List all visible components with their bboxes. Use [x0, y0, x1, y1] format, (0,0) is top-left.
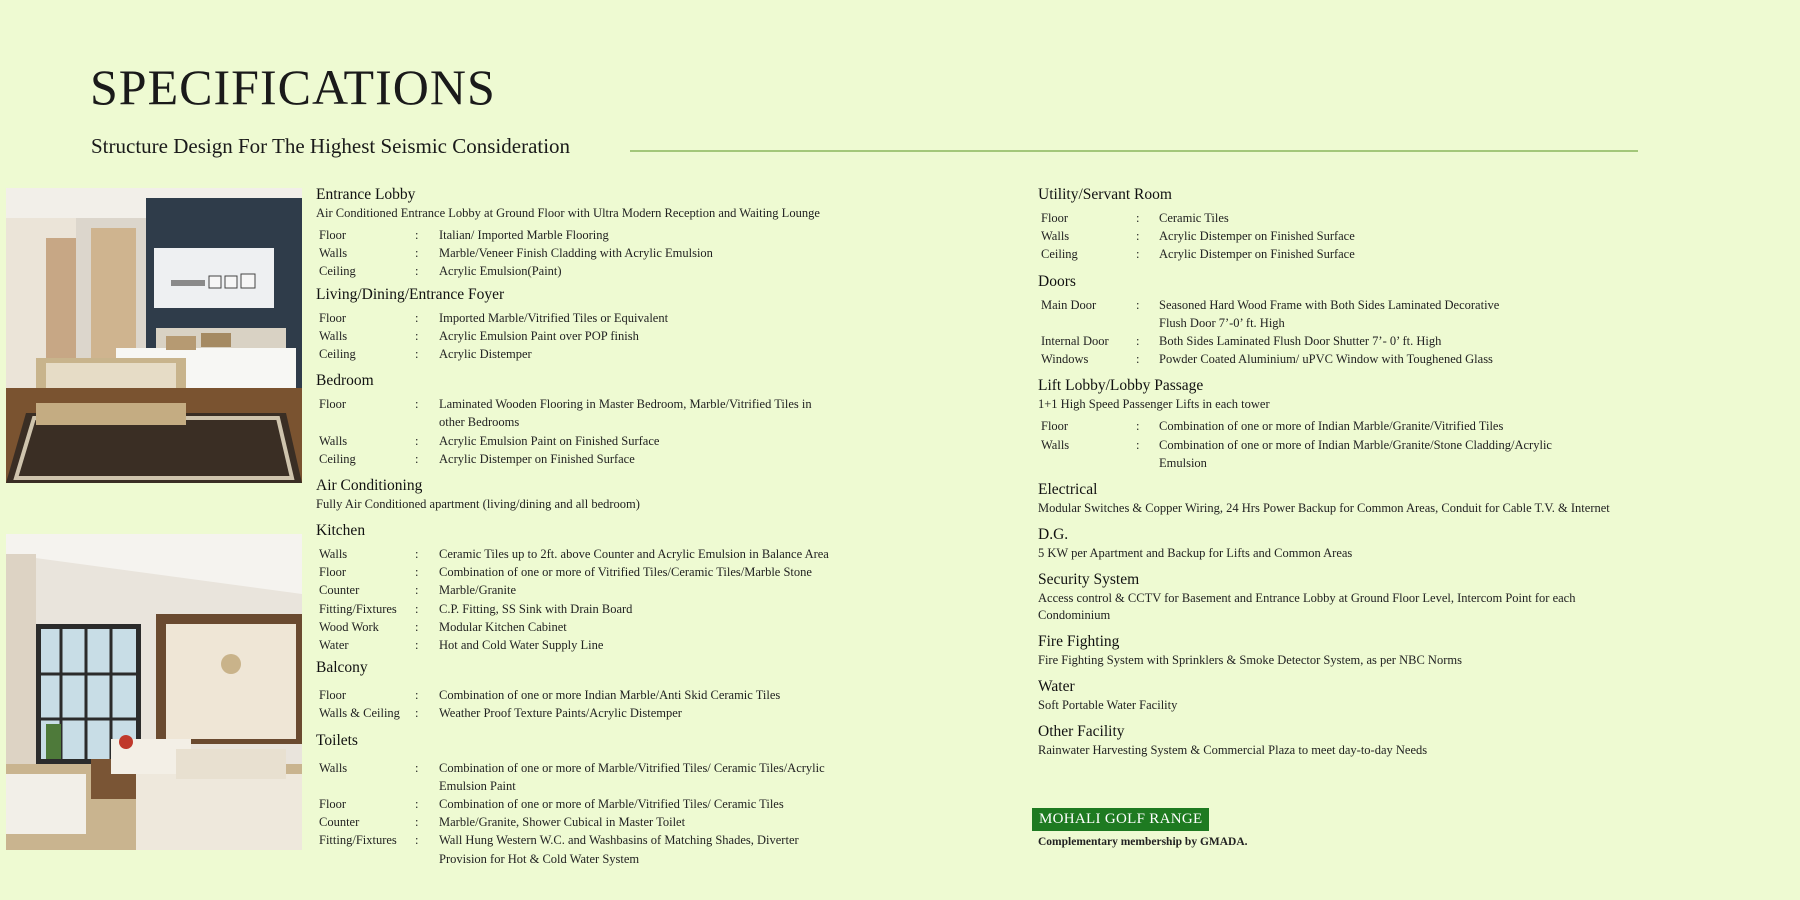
spec-row [316, 327, 876, 345]
spec-label: Ceiling [319, 451, 356, 466]
spec-value: Acrylic Distemper on Finished Surface [1159, 247, 1355, 262]
section-title: Lift Lobby/Lobby Passage [1038, 377, 1204, 395]
section-lift-lobby [1038, 376, 1678, 472]
spec-label: Windows [1041, 352, 1089, 367]
spec-row [316, 226, 876, 244]
section-entrance-lobby [316, 185, 876, 281]
section-dg [1038, 525, 1678, 562]
spec-row [316, 636, 876, 654]
left-spec-column [316, 185, 876, 868]
colon: : [1136, 297, 1140, 312]
spec-value: Ceramic Tiles [1159, 211, 1229, 225]
spec-value: Acrylic Emulsion(Paint) [439, 264, 562, 279]
colon: : [1136, 419, 1140, 434]
colon: : [415, 601, 419, 616]
spec-row [316, 309, 876, 327]
spec-value-line: Combination of one or more of Marble/Vitrified Tiles/ Ceramic Tiles/Acrylic [439, 760, 825, 775]
section-title: Security System [1038, 571, 1140, 589]
section-electrical [1038, 480, 1678, 517]
colon: : [1136, 229, 1140, 244]
spec-label: Floor [1041, 419, 1069, 434]
spec-value-line: Emulsion [1159, 455, 1207, 470]
colon: : [415, 583, 419, 598]
spec-row [316, 600, 876, 618]
section-title: Doors [1038, 272, 1076, 290]
section-desc-line2: Condominium [1038, 608, 1111, 623]
spec-value: Acrylic Distemper on Finished Surface [1159, 229, 1355, 244]
colon: : [1136, 352, 1140, 367]
colon: : [415, 565, 419, 580]
spec-label: Fitting/Fixtures [319, 833, 397, 848]
colon: : [415, 833, 419, 848]
spec-label: Counter [319, 583, 360, 598]
colon: : [415, 228, 419, 242]
spec-value: C.P. Fitting, SS Sink with Drain Board [439, 601, 633, 616]
section-utility [1038, 185, 1678, 264]
spec-label: Floor [319, 688, 347, 703]
spec-value-line: Flush Door 7’-0’ ft. High [1159, 315, 1285, 330]
spec-value: Hot and Cold Water Supply Line [439, 638, 604, 653]
spec-value: Marble/Granite [439, 583, 517, 598]
spec-value-line: other Bedrooms [439, 415, 520, 430]
divider-line [630, 150, 1638, 152]
spec-label: Floor [1041, 211, 1069, 225]
section-title: Bedroom [316, 372, 374, 390]
section-desc: Access control & CCTV for Basement and Entrance Lobby at Ground Floor Level, Intercom Point for each [1038, 591, 1576, 606]
colon: : [415, 638, 419, 653]
spec-value-line: Laminated Wooden Flooring in Master Bedroom, Marble/Vitrified Tiles in [439, 397, 812, 412]
spec-value [439, 831, 876, 867]
spec-label: Fitting/Fixtures [319, 601, 397, 616]
spec-row [1038, 417, 1678, 435]
spec-label: Main Door [1041, 297, 1097, 312]
spec-value-line: Emulsion Paint [439, 778, 516, 793]
spec-value: Marble/Veneer Finish Cladding with Acrylic Emulsion [439, 246, 713, 261]
spec-label: Floor [319, 797, 347, 812]
spec-value: Acrylic Emulsion Paint on Finished Surface [439, 433, 660, 448]
spec-row [316, 244, 876, 262]
spec-value: Italian/ Imported Marble Flooring [439, 228, 609, 242]
spec-label: Wood Work [319, 619, 379, 634]
section-balcony [316, 658, 876, 722]
section-doors [1038, 272, 1678, 369]
spec-row [1038, 350, 1678, 368]
page-title: SPECIFICATIONS [90, 59, 496, 115]
spec-label: Ceiling [1041, 247, 1078, 262]
colon: : [415, 310, 419, 325]
section-desc: Modular Switches & Copper Wiring, 24 Hrs Power Backup for Common Areas, Conduit for Cable T.V. & Internet [1038, 501, 1610, 516]
spec-value: Acrylic Distemper on Finished Surface [439, 451, 635, 466]
spec-label: Walls [319, 246, 348, 261]
spec-label: Floor [319, 397, 347, 412]
spec-value [1159, 436, 1678, 472]
colon: : [1136, 211, 1140, 225]
spec-value: Combination of one or more of Indian Marble/Granite/Vitrified Tiles [1159, 419, 1504, 434]
colon: : [415, 328, 419, 343]
section-living [316, 285, 876, 364]
spec-row [316, 759, 876, 795]
section-title: Balcony [316, 659, 368, 677]
spec-label: Floor [319, 228, 347, 242]
colon: : [415, 815, 419, 830]
spec-value: Combination of one or more of Marble/Vitrified Tiles/ Ceramic Tiles [439, 797, 784, 812]
spec-row [1038, 245, 1678, 263]
spec-label: Walls [1041, 229, 1070, 244]
membership-note: Complementary membership by GMADA. [1038, 836, 1248, 848]
spec-value: Powder Coated Aluminium/ uPVC Window with Toughened Glass [1159, 352, 1493, 367]
spec-label: Internal Door [1041, 334, 1109, 349]
colon: : [415, 706, 419, 721]
spec-value: Imported Marble/Vitrified Tiles or Equivalent [439, 310, 669, 325]
spec-label: Walls [319, 328, 348, 343]
spec-row [316, 831, 876, 867]
spec-row [316, 581, 876, 599]
spec-value: Weather Proof Texture Paints/Acrylic Distemper [439, 706, 682, 721]
spec-value-line: Combination of one or more of Indian Marble/Granite/Stone Cladding/Acrylic [1159, 437, 1552, 452]
section-title: Air Conditioning [316, 477, 423, 495]
spec-label: Walls [1041, 437, 1070, 452]
right-spec-column [1038, 185, 1678, 759]
section-title: Electrical [1038, 481, 1098, 499]
spec-row [316, 563, 876, 581]
section-kitchen [316, 521, 876, 654]
spec-value-line: Provision for Hot & Cold Water System [439, 851, 640, 866]
spec-row [316, 618, 876, 636]
spec-label: Floor [319, 565, 347, 580]
colon: : [415, 547, 419, 562]
section-fire-fighting [1038, 632, 1678, 669]
section-desc: Soft Portable Water Facility [1038, 698, 1178, 713]
spec-label: Floor [319, 310, 347, 325]
spec-value: Combination of one or more of Vitrified Tiles/Ceramic Tiles/Marble Stone [439, 565, 812, 580]
spec-value: Modular Kitchen Cabinet [439, 619, 567, 634]
spec-row [1038, 436, 1678, 472]
spec-row [316, 813, 876, 831]
spec-label: Ceiling [319, 347, 356, 362]
section-bedroom [316, 371, 876, 468]
spec-value [439, 759, 876, 795]
mohali-golf-range-badge: MOHALI GOLF RANGE [1032, 808, 1209, 831]
spec-label: Walls & Ceiling [319, 706, 400, 721]
section-security [1038, 570, 1678, 624]
colon: : [1136, 334, 1140, 349]
section-title: Fire Fighting [1038, 633, 1120, 651]
section-desc: Fire Fighting System with Sprinklers & Smoke Detector System, as per NBC Norms [1038, 653, 1462, 668]
section-title: Water [1038, 678, 1075, 696]
spec-value [1159, 296, 1678, 332]
spec-label: Water [319, 638, 349, 653]
colon: : [415, 246, 419, 261]
spec-value [439, 395, 876, 431]
spec-row [316, 395, 876, 431]
spec-row [316, 795, 876, 813]
spec-row [316, 432, 876, 450]
section-desc: 1+1 High Speed Passenger Lifts in each tower [1038, 397, 1270, 412]
spec-row [316, 686, 876, 704]
spec-value: Acrylic Emulsion Paint over POP finish [439, 328, 639, 343]
section-air-conditioning [316, 476, 876, 513]
colon: : [415, 619, 419, 634]
spec-label: Walls [319, 547, 348, 562]
spec-label: Ceiling [319, 264, 356, 279]
colon: : [1136, 247, 1140, 262]
spec-value: Both Sides Laminated Flush Door Shutter 7’- 0’ ft. High [1159, 334, 1442, 349]
page-subtitle: Structure Design For The Highest Seismic Consideration [91, 134, 571, 158]
colon: : [415, 451, 419, 466]
section-desc: Air Conditioned Entrance Lobby at Ground Floor with Ultra Modern Reception and Waiting Lounge [316, 206, 820, 220]
spec-row [1038, 332, 1678, 350]
section-desc: 5 KW per Apartment and Backup for Lifts and Common Areas [1038, 546, 1353, 561]
colon: : [415, 433, 419, 448]
spec-value: Acrylic Distemper [439, 347, 532, 362]
spec-row [316, 345, 876, 363]
section-desc: Fully Air Conditioned apartment (living/dining and all bedroom) [316, 497, 640, 512]
spec-label: Counter [319, 815, 360, 830]
spec-value-line: Wall Hung Western W.C. and Washbasins of Matching Shades, Diverter [439, 833, 799, 848]
spec-value: Combination of one or more Indian Marble/Anti Skid Ceramic Tiles [439, 688, 781, 703]
spec-label: Walls [319, 760, 348, 775]
spec-value-line: Seasoned Hard Wood Frame with Both Sides Laminated Decorative [1159, 297, 1500, 312]
section-title: Other Facility [1038, 723, 1125, 741]
living-room-photo [6, 534, 302, 850]
colon: : [415, 688, 419, 703]
section-title: D.G. [1038, 526, 1069, 544]
spec-value: Ceramic Tiles up to 2ft. above Counter and Acrylic Emulsion in Balance Area [439, 547, 829, 562]
colon: : [415, 347, 419, 362]
section-title: Living/Dining/Entrance Foyer [316, 285, 505, 303]
section-desc: Rainwater Harvesting System & Commercial Plaza to meet day-to-day Needs [1038, 743, 1428, 758]
colon: : [415, 760, 419, 775]
spec-value: Marble/Granite, Shower Cubical in Master Toilet [439, 815, 686, 830]
colon: : [415, 397, 419, 412]
spec-row [1038, 296, 1678, 332]
section-toilets [316, 731, 876, 868]
spec-row [316, 704, 876, 722]
spec-label: Walls [319, 433, 348, 448]
spec-row [316, 262, 876, 280]
colon: : [415, 264, 419, 279]
section-title: Toilets [316, 731, 358, 749]
spec-row [1038, 209, 1678, 227]
section-water [1038, 677, 1678, 714]
section-title: Utility/Servant Room [1038, 186, 1172, 203]
section-other-facility [1038, 722, 1678, 759]
section-title: Entrance Lobby [316, 186, 416, 203]
bedroom-photo [6, 188, 302, 483]
colon: : [1136, 437, 1140, 452]
spec-row [1038, 227, 1678, 245]
section-title: Kitchen [316, 522, 366, 540]
spec-row [316, 450, 876, 468]
spec-row [316, 545, 876, 563]
colon: : [415, 797, 419, 812]
